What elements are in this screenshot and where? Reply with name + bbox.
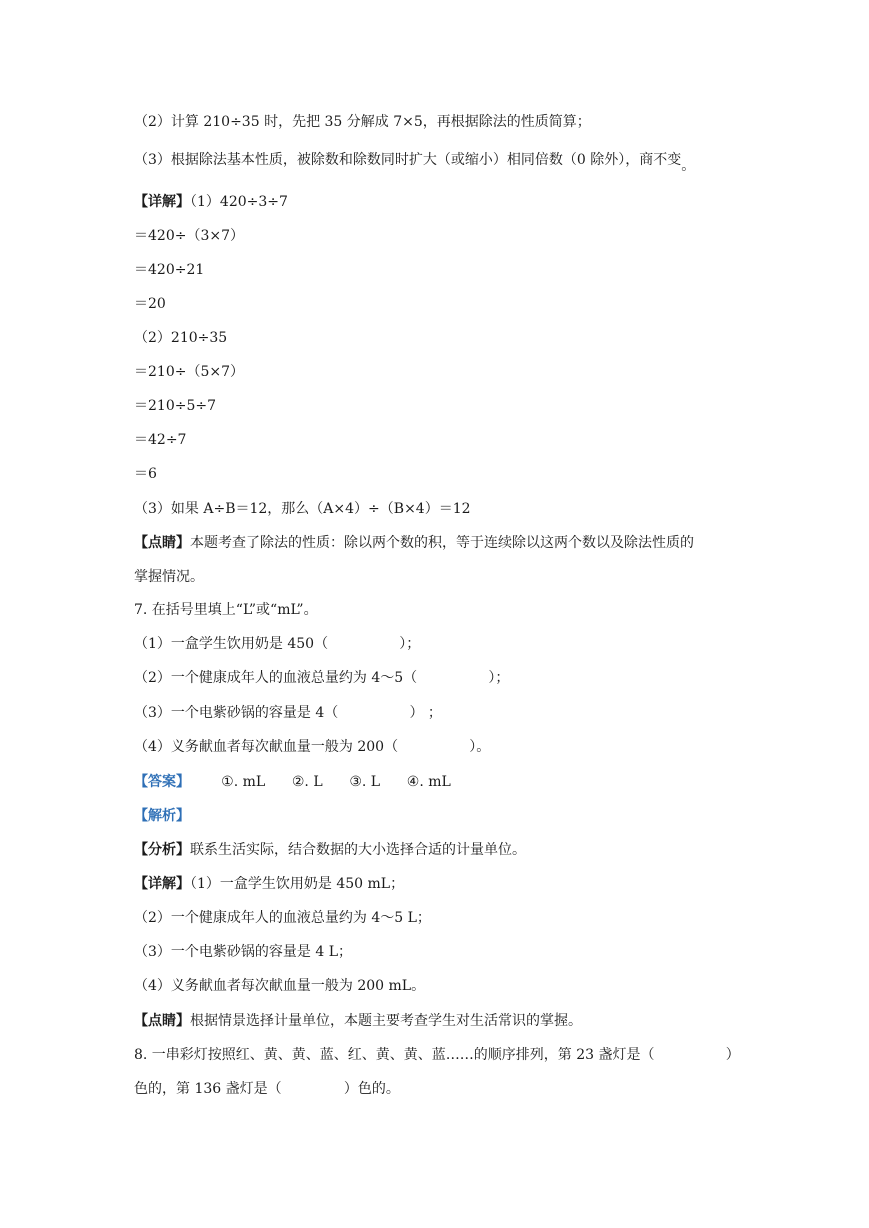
text-line: 【详解】（1）一盒学生饮用奶是 450 mL；	[134, 876, 405, 892]
section-label: 【详解】	[134, 876, 190, 892]
text-line: （1）一盒学生饮用奶是 450（ ）；	[134, 636, 421, 652]
section-label: 【点睛】	[134, 535, 190, 551]
text-line: （2）一个健康成年人的血液总量约为 4～5（ ）；	[134, 670, 510, 686]
question-title: 7. 在括号里填上“L”或“mL”。	[134, 602, 318, 618]
section-label: 【点睛】	[134, 1013, 190, 1029]
answer-label: 【答案】	[134, 774, 190, 790]
text-line: 色的，第 136 盏灯是（ ）色的。	[134, 1081, 400, 1097]
text-line: ＝42÷7	[134, 432, 187, 448]
answer-line: 【答案】 ①. mL ②. L ③. L ④. mL	[134, 774, 451, 790]
text-line: ＝420÷（3×7）	[134, 228, 244, 244]
text-line: （2）210÷35	[134, 330, 228, 346]
text-line: （4）义务献血者每次献血量一般为 200 mL。	[134, 978, 426, 994]
section-label: 【分析】	[134, 842, 190, 858]
text-line: 掌握情况。	[134, 569, 204, 585]
text-line: ＝210÷（5×7）	[134, 364, 244, 380]
text-line: ＝210÷5÷7	[134, 398, 216, 414]
text-line: ＝420÷21	[134, 262, 205, 278]
text-line: （3）一个电紫砂锅的容量是 4（ ） ；	[134, 705, 442, 721]
text-line: （4）义务献血者每次献血量一般为 200（ ）。	[134, 739, 491, 755]
text-line: ＝6	[134, 466, 157, 482]
text-line: 【点睛】根据情景选择计量单位，本题主要考查学生对生活常识的掌握。	[134, 1013, 582, 1029]
text-line: （2）一个健康成年人的血液总量约为 4～5 L；	[134, 910, 431, 926]
text-line: （3）根据除法基本性质，被除数和除数同时扩大（或缩小）相同倍数（0 除外），商不变。	[134, 152, 696, 174]
question-title: 8. 一串彩灯按照红、黄、黄、蓝、红、黄、黄、蓝……的顺序排列，第 23 盏灯是（ ）	[134, 1047, 740, 1063]
text-line: （3）如果 A÷B＝12，那么（A×4）÷（B×4）＝12	[134, 501, 471, 517]
text-line: 【详解】（1）420÷3÷7	[134, 194, 288, 210]
text-line: （3）一个电紫砂锅的容量是 4 L；	[134, 944, 353, 960]
text-line: （2）计算 210÷35 时，先把 35 分解成 7×5，再根据除法的性质简算；	[134, 114, 591, 130]
text-line: 【点睛】本题考查了除法的性质：除以两个数的积，等于连续除以这两个数以及除法性质的	[134, 535, 694, 551]
text-line: 【分析】联系生活实际，结合数据的大小选择合适的计量单位。	[134, 842, 526, 858]
section-label: 【详解】	[134, 194, 190, 210]
analysis-label: 【解析】	[134, 808, 190, 824]
text-line: ＝20	[134, 296, 166, 312]
